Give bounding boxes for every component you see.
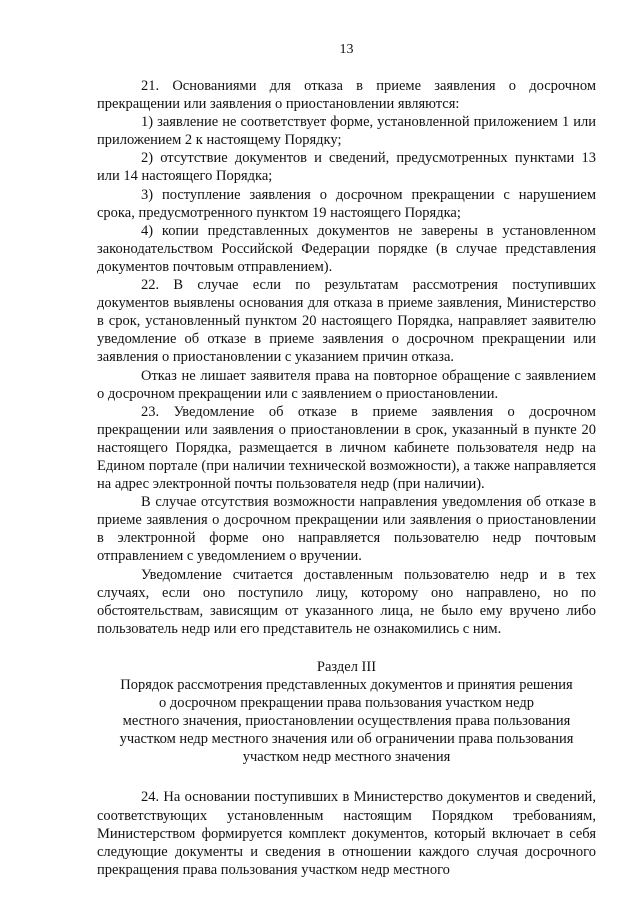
section-spacer bbox=[97, 766, 596, 788]
page-number: 13 bbox=[339, 42, 354, 57]
body-text-bottom bbox=[97, 788, 596, 878]
section-title-line-3: местного значения, приостановлении осуществления права пользования bbox=[122, 713, 571, 730]
section-label: Раздел III bbox=[316, 658, 377, 675]
section-heading bbox=[97, 658, 596, 767]
paragraph-21-item-3: 3) поступление заявления о досрочном прекращении с нарушением срока, предусмотренного пунктом 19 настоящего Порядка; bbox=[97, 186, 596, 221]
body-text-top bbox=[97, 77, 596, 638]
paragraph-22: 22. В случае если по результатам рассмотрения поступивших документов выявлены основания для отказа в приеме заявления, Министерство в срок, установленный пунктом 20 настоящего Порядка, направляет заявителю уведомление об отказе в приеме заявления о досрочном прекращении или заявления о приостановлении с указанием причин отказа. bbox=[97, 277, 596, 366]
section-title-line-5: участком недр местного значения bbox=[242, 749, 451, 766]
section-title-line-1: Порядок рассмотрения представленных документов и принятия решения bbox=[120, 677, 573, 693]
paragraph-22-note: Отказ не лишает заявителя права на повторное обращение с заявлением о досрочном прекращении или с заявлением о приостановлении. bbox=[97, 367, 596, 402]
paragraph-23: 23. Уведомление об отказе в приеме заявления о досрочном прекращении или заявления о приостановлении в срок, указанный в пункте 20 настоящего Порядка, размещается в личном кабинете пользователя недр на Едином портале (при наличии технической возможности), а также направляется на адрес электронной почты пользователя недр (при наличии). bbox=[97, 403, 596, 493]
section-title-line-4: участком недр местного значения или об ограничении права пользования bbox=[119, 731, 574, 748]
paragraph-21-item-4: 4) копии представленных документов не заверены в установленном законодательством Российской Федерации порядке (в случае представления документов почтовым отправлением). bbox=[97, 222, 596, 275]
paragraph-23-delivered: Уведомление считается доставленным пользователю недр и в тех случаях, если оно поступило лицу, которому оно направлено, но по обстоятельствам, зависящим от указанного лица, не было ему вручено либо пользователь недр или его представитель не ознакомились с ним. bbox=[97, 566, 596, 637]
section-title-line-2: о досрочном прекращении права пользования участком недр bbox=[158, 695, 535, 712]
paragraph-21: 21. Основаниями для отказа в приеме заявления о досрочном прекращении или заявления о приостановлении являются: bbox=[97, 78, 596, 113]
paragraph-24: 24. На основании поступивших в Министерство документов и сведений, соответствующих установленным настоящим Порядком требованиям, Министерством формируется комплект документов, который включает в себя следующие документы и сведения в отношении каждого случая досрочного прекращения права пользования участком недр местного bbox=[97, 789, 596, 878]
paragraph-21-item-2: 2) отсутствие документов и сведений, предусмотренных пунктами 13 или 14 настоящего Порядка; bbox=[97, 150, 596, 185]
paragraph-23-alt-delivery: В случае отсутствия возможности направления уведомления об отказе в приеме заявления о досрочном прекращении или заявления о приостановлении в электронной форме оно направляется пользователю недр почтовым отправлением с уведомлением о вручении. bbox=[97, 494, 596, 565]
paragraph-21-item-1: 1) заявление не соответствует форме, установленной приложением 1 или приложением 2 к настоящему Порядку; bbox=[97, 114, 596, 149]
